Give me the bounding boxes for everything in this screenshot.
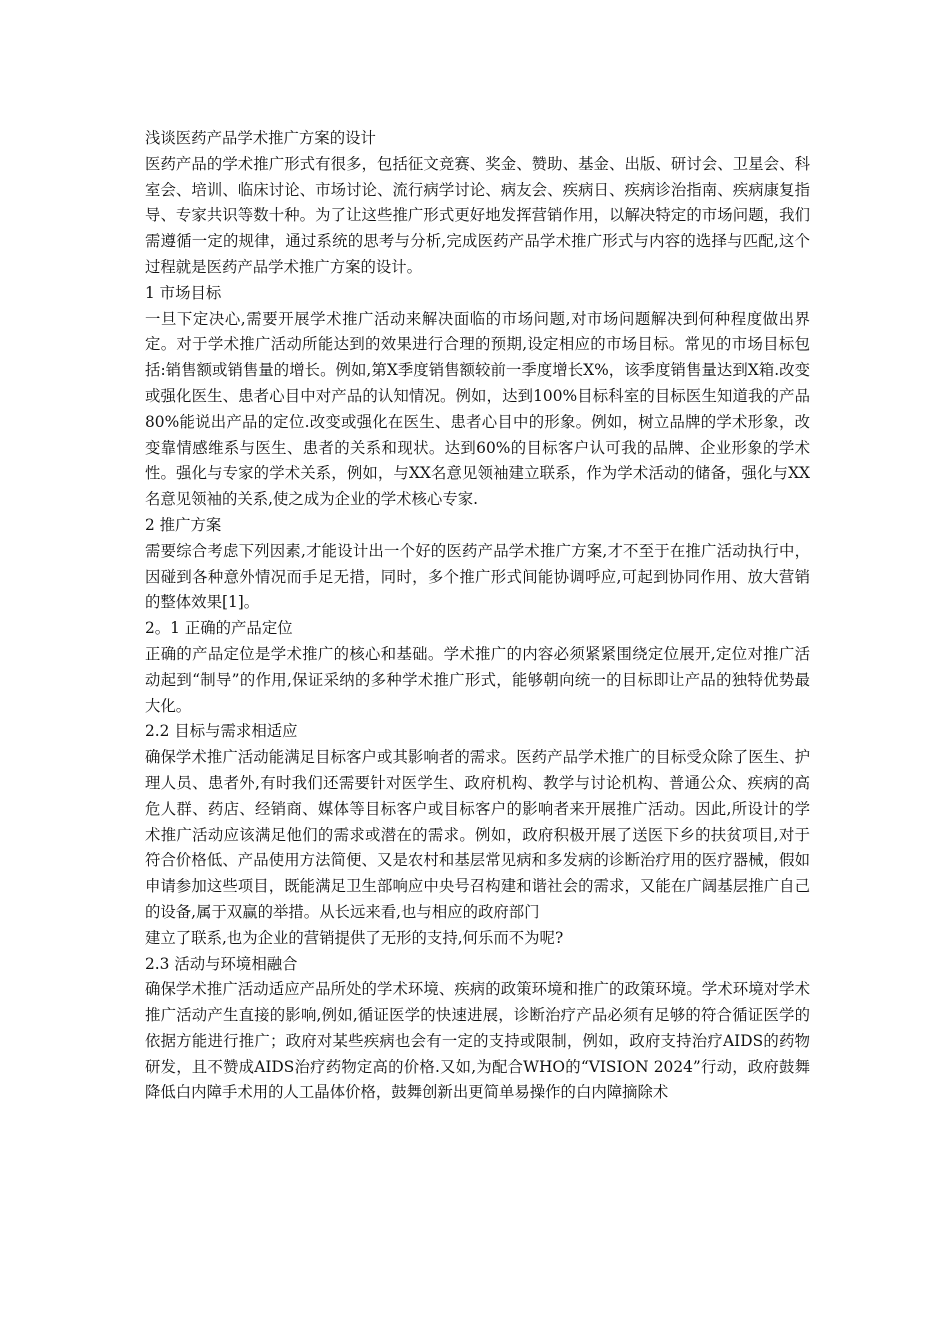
paragraph-target-demand-continued: 建立了联系,也为企业的营销提供了无形的支持,何乐而不为呢?: [145, 928, 564, 947]
document-page: [145, 126, 810, 1106]
paragraph-intro: 医药产品的学术推广形式有很多，包括征文竞赛、奖金、赞助、基金、出版、研讨会、卫星会、科室会、培训、临床讨论、市场讨论、流行病学讨论、病友会、疾病日、疾病诊治指南、疾病康复指导、专家共识等数十种。为了让这些推广形式更好地发挥营销作用，以解决特定的市场问题，我们需遵循一定的规律，通过系统的思考与分析,完成医药产品学术推广形式与内容的选择与匹配,这个过程就是医药产品学术推广方案的设计。: [145, 154, 810, 276]
paragraph-environment: 确保学术推广活动适应产品所处的学术环境、疾病的政策环境和推广的政策环境。学术环境对学术推广活动产生直接的影响,例如,循证医学的快速进展，诊断治疗产品必须有足够的符合循证医学的依据方能进行推广；政府对某些疾病也会有一定的支持或限制，例如，政府支持治疗AIDS的药物研发，且不赞成AIDS治疗药物定高的价格.又如,为配合WHO的“VISION 2024”行动，政府鼓舞降低白内障手术用的人工晶体价格，鼓舞创新出更简单易操作的白内障摘除术: [145, 980, 810, 1102]
section-heading-target-demand: 2.2 目标与需求相适应: [145, 722, 298, 741]
paragraph-target-demand: 确保学术推广活动能满足目标客户或其影响者的需求。医药产品学术推广的目标受众除了医生、护理人员、患者外,有时我们还需要针对医学生、政府机构、教学与讨论机构、普通公众、疾病的高危人群、药店、经销商、媒体等目标客户或目标客户的影响者来开展推广活动。因此,所设计的学术推广活动应该满足他们的需求或潜在的需求。例如，政府积极开展了送医下乡的扶贫项目,对于符合价格低、产品使用方法简便、又是农村和基层常见病和多发病的诊断治疗用的医疗器械，假如申请参加这些项目，既能满足卫生部响应中央号召构建和谐社会的需求，又能在广阔基层推广自己的设备,属于双赢的举措。从长远来看,也与相应的政府部门: [145, 748, 810, 921]
paragraph-market-goal: 一旦下定决心,需要开展学术推广活动来解决面临的市场问题,对市场问题解决到何种程度做出界定。对于学术推广活动所能达到的效果进行合理的预期,设定相应的市场目标。常见的市场目标包括:销售额或销售量的增长。例如,第X季度销售额较前一季度增长X%，该季度销售量达到X箱.改变或强化医生、患者心目中对产品的认知情况。例如，达到100%目标科室的目标医生知道我的产品80%能说出产品的定位.改变或强化在医生、患者心目中的形象。例如，树立品牌的学术形象，改变靠情感维系与医生、患者的关系和现状。达到60%的目标客户认可我的品牌、企业形象的学术性。强化与专家的学术关系，例如，与XX名意见领袖建立联系，作为学术活动的储备，强化与XX名意见领袖的关系,使之成为企业的学术核心专家.: [145, 309, 810, 509]
document-title: 浅谈医药产品学术推广方案的设计: [145, 129, 376, 147]
section-heading-positioning: 2。1 正确的产品定位: [145, 619, 293, 638]
paragraph-positioning: 正确的产品定位是学术推广的核心和基础。学术推广的内容必须紧紧围绕定位展开,定位对推广活动起到“制导”的作用,保证采纳的多种学术推广形式，能够朝向统一的目标即让产品的独特优势最大化。: [145, 644, 810, 715]
paragraph-promotion-plan: 需要综合考虑下列因素,才能设计出一个好的医药产品学术推广方案,才不至于在推广活动执行中，因碰到各种意外情况而手足无措，同时，多个推广形式间能协调呼应,可起到协同作用、放大营销的整体效果[1]。: [145, 541, 810, 612]
section-heading-market-goal: 1 市场目标: [145, 283, 222, 302]
section-heading-promotion-plan: 2 推广方案: [145, 515, 222, 534]
section-heading-environment: 2.3 活动与环境相融合: [145, 954, 298, 973]
